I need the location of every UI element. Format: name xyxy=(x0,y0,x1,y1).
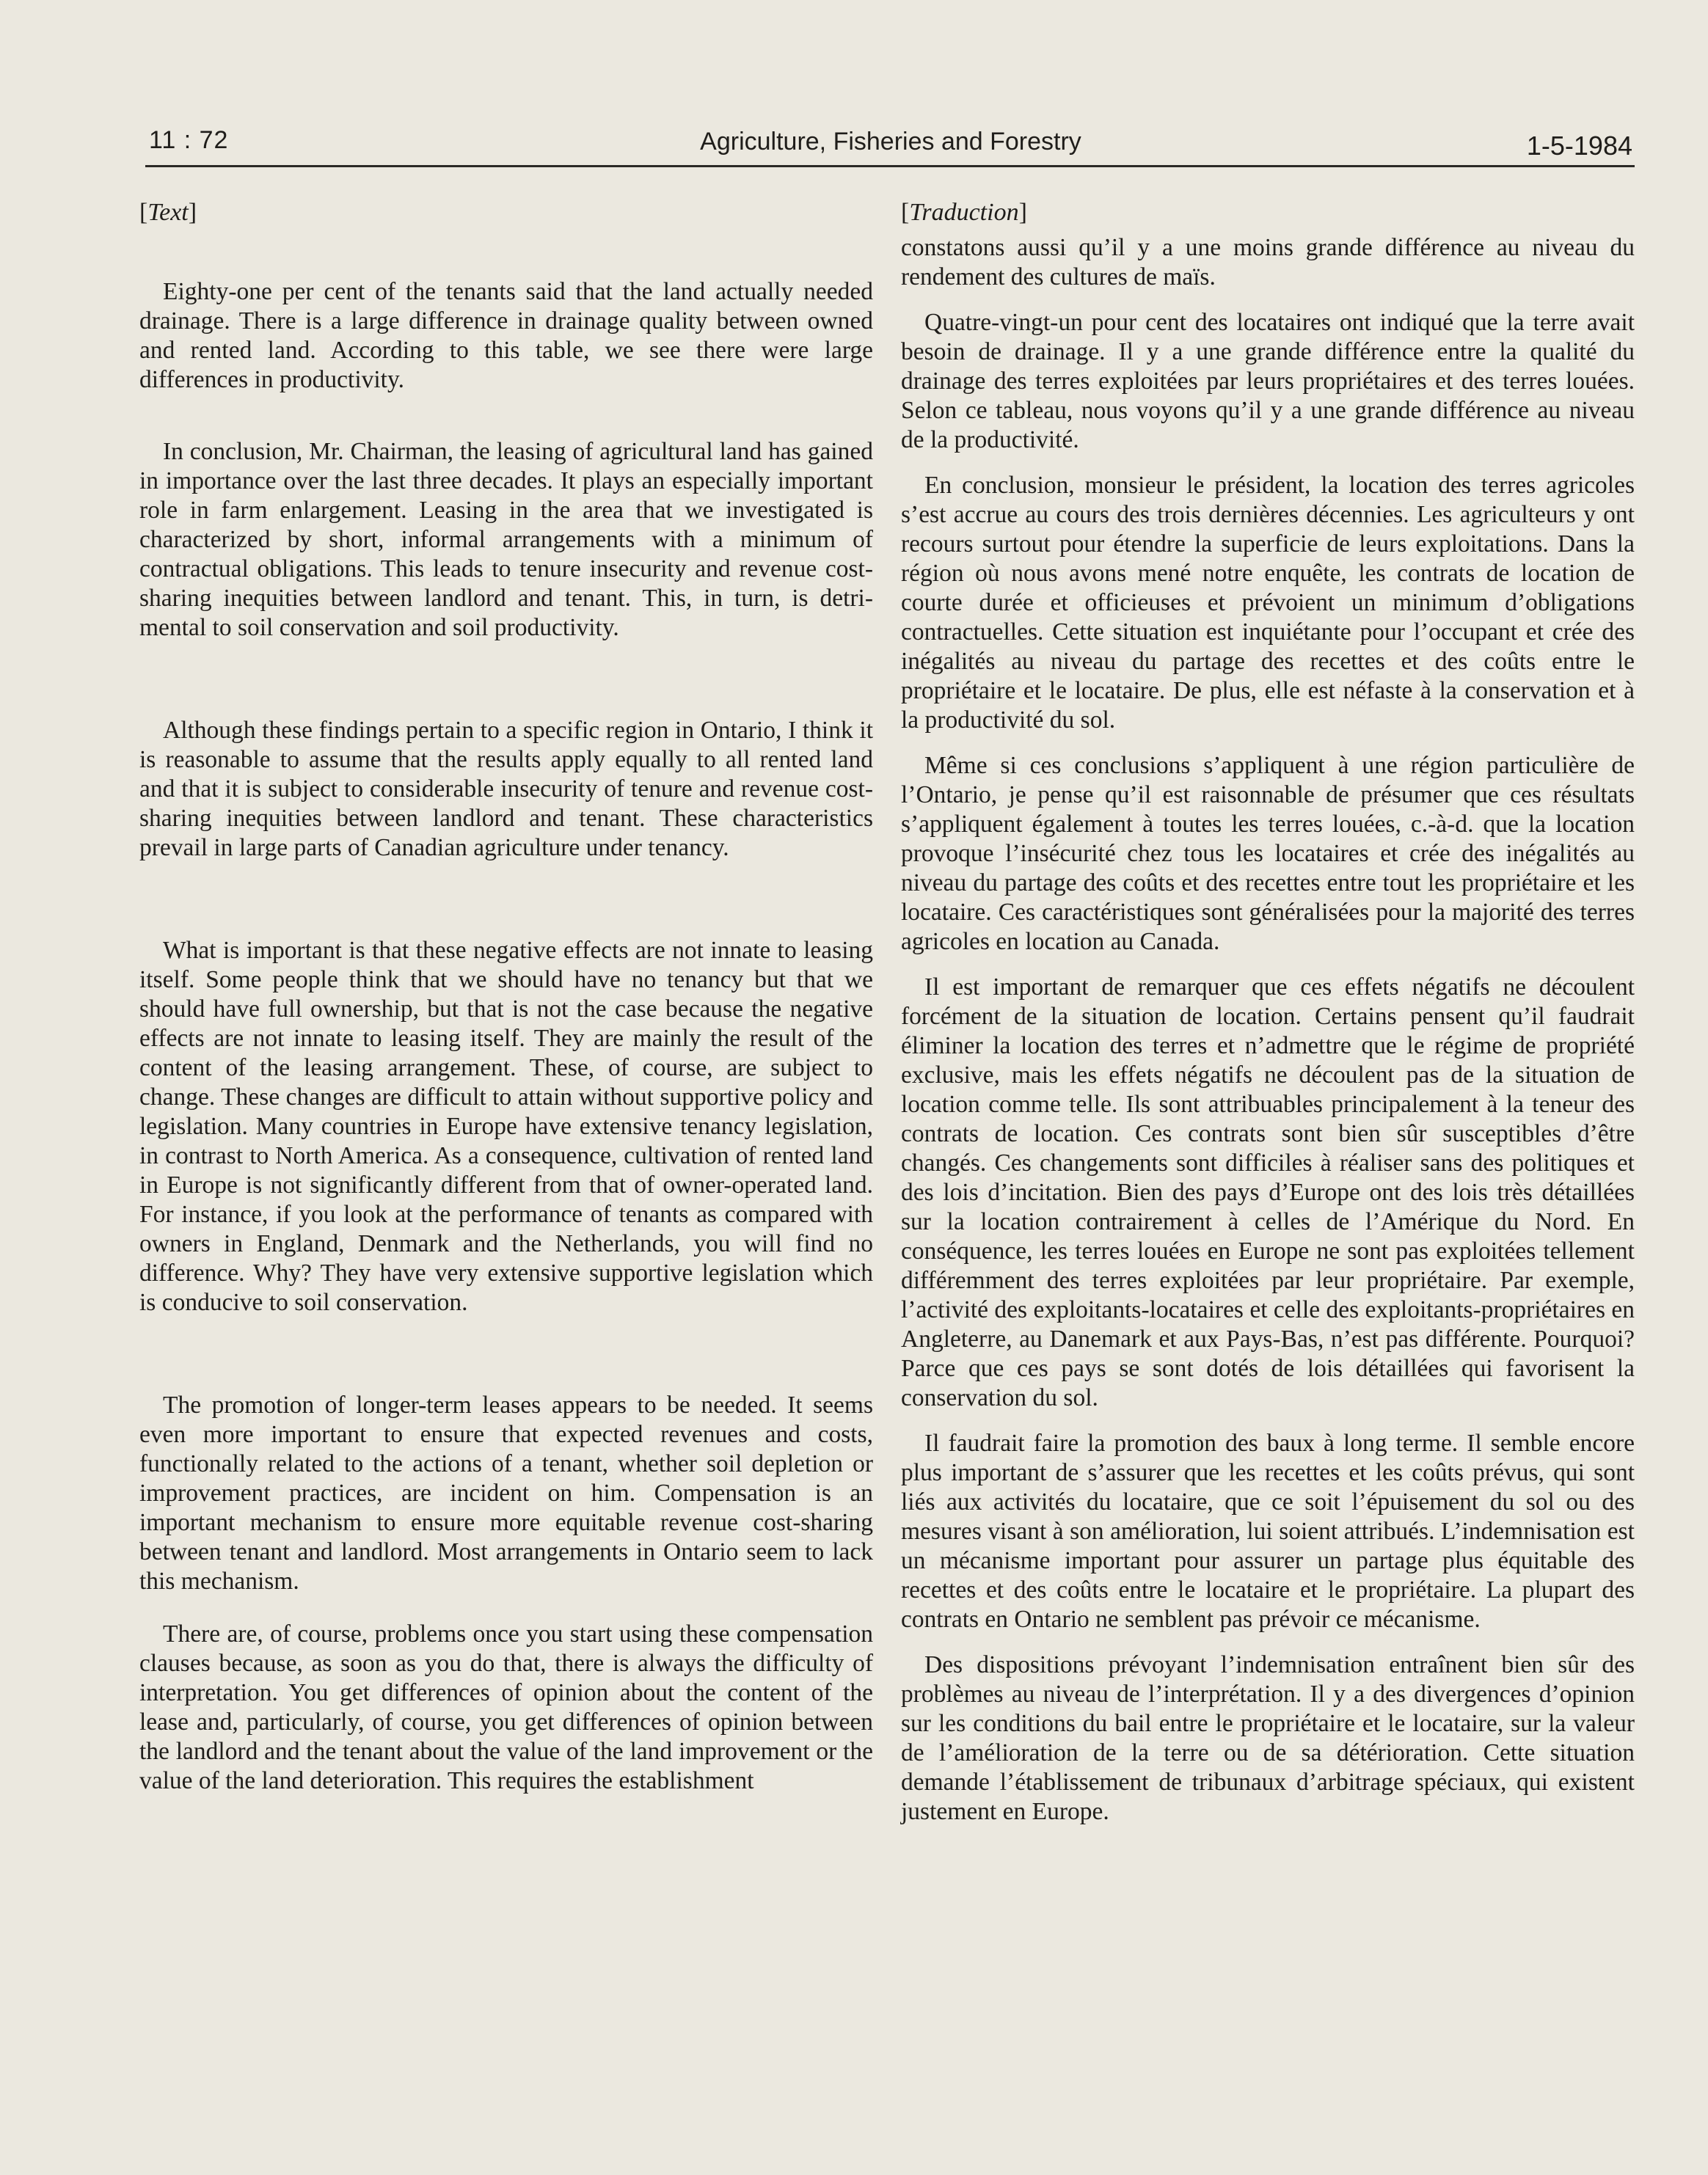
paragraph: There are, of course, problems once you start using these compensation clauses because, as soon as you do that, there is always the difficulty of interpretation. You get differences of opinion about the content of the lease and, particularly, of course, you get differences of opinion between the landlord and the tenant about the value of the land improvement or the value of the land deterioration. This requires the establishment xyxy=(139,1620,873,1794)
page-number: 11 : 72 xyxy=(149,126,229,154)
paragraph: constatons aussi qu’il y a une moins grande différence au niveau du rendement des cultures de maïs. xyxy=(901,234,1635,290)
paragraph: Quatre-vingt-un pour cent des locataires ont indiqué que la terre avait besoin de drainage. Il y a une grande différence entre la qualité du drainage des terres exploitées par leurs propriétaires et des terres louées. Selon ce tableau, nous voyons qu’il y a une grande différence au niveau de la productivité. xyxy=(901,309,1635,453)
label-word: Traduction xyxy=(909,199,1019,226)
paragraph: Eighty-one per cent of the tenants said that the land actually needed drainage. There is a large difference in drainage quality between owned and rented land. According to this table, we see there were large differences in productivity. xyxy=(139,278,873,393)
paragraph: Although these findings pertain to a specific region in Ontario, I think it is reasonable to assume that the results apply equally to all rented land and that it is subject to considerable insecurity of tenure and revenue cost-sharing inequities between landlord and tenant. These characteristics prevail in large parts of Canadian agriculture under tenancy. xyxy=(139,717,873,861)
paragraph: En conclusion, monsieur le président, la location des terres agricoles s’est accrue au cours des trois dernières décennies. Les agriculteurs y ont recours surtout pour étendre la superficie de leurs exploitations. Dans la région où nous avons mené notre enquête, les contrats de location de courte durée et officieuses et prévoient un minimum d’obligations contractuelles. Cette situation est inquiétante pour l’occupant et crée des inégalités au niveau du partage des recettes et des coûts entre le propriétaire et le locataire. De plus, elle est néfaste à la conservation et à la productivité du sol. xyxy=(901,472,1635,734)
paragraph: The promotion of longer-term leases appears to be needed. It seems even more important to ensure that expected revenues and costs, functionally related to the actions of a tenant, whether soil depletion or improvement practices, are incident on him. Compensation is an important mechanism to ensure more equitable revenue cost-sharing between tenant and landlord. Most arrangements in Ontario seem to lack this mechanism. xyxy=(139,1392,873,1595)
english-column xyxy=(139,198,873,1796)
paragraph: What is important is that these negative effects are not innate to leasing itself. Some people think that we should have no tenancy but that we should have full ownership, but that is not the case because the negative effects are not innate to leasing itself. They are mainly the result of the content of the leasing arrangement. These, of course, are subject to change. These changes are difficult to attain without supportive policy and legislation. Many countries in Europe have extensive tenancy legislation, in contrast to North America. As a consequence, cultivation of rented land in Europe is not significantly different from that of owner-operated land. For instance, if you look at the performance of tenants as compared with owners in England, Denmark and the Netherlands, you will find no difference. Why? They have very extensive supportive legislation which is conducive to soil conservation. xyxy=(139,937,873,1316)
session-date: 1-5-1984 xyxy=(1526,131,1632,161)
column-label-text: [Text] xyxy=(139,199,197,226)
paragraph: Il faudrait faire la promotion des baux à long terme. Il semble encore plus important de s’assurer que les recettes et les coûts prévus, qui sont liés aux activités du locataire, que ce soit l’épuisement du sol ou des mesures visant à son amélioration, lui soient attribués. L’indemnisation est un mécanisme important pour assurer un partage plus équitable des recettes et des coûts entre le locataire et le propriétaire. La plupart des contrats en Ontario ne semblent pas prévoir ce mécanisme. xyxy=(901,1430,1635,1633)
paragraph: In conclusion, Mr. Chairman, the leasing of agricultural land has gained in importance over the last three decades. It plays an especially important role in farm enlargement. Leasing in the area that we investigated is characterized by short, informal arrangements with a minimum of contractual obligations. This leads to tenure insecurity and revenue cost-sharing inequities between landlord and tenant. This, in turn, is detrimental to soil conservation and soil productivity. xyxy=(139,438,873,641)
running-header xyxy=(149,123,1632,169)
label-word: Text xyxy=(147,199,189,226)
paragraph: Il est important de remarquer que ces effets négatifs ne découlent forcément de la situation de location. Certains pensent qu’il faudrait éliminer la location des terres et n’admettre que le régime de propriété exclusive, mais les effets négatifs ne découlent pas de la situation de location comme telle. Ils sont attribuables principalement à la teneur des contrats de location. Ces contrats sont bien sûr susceptibles d’être changés. Ces changements sont difficiles à réaliser sans des politiques et des lois d’incitation. Bien des pays d’Europe ont des lois très détaillées sur la location contrairement à celles de l’Amérique du Nord. En conséquence, les terres louées en Europe ne sont pas exploitées tellement différemment des terres exploitées par leur propriétaire. Par exemple, l’activité des exploitants-locataires et celle des exploitants-propriétaires en Angleterre, au Danemark et aux Pays-Bas, n’est pas différente. Pourquoi? Parce que ces pays se sont dotés de lois détaillées qui favorisent la conservation du sol. xyxy=(901,973,1635,1411)
paragraph: Des dispositions prévoyant l’indemnisation entraînent bien sûr des problèmes au niveau de l’interprétation. Il y a des divergences d’opinion sur les conditions du bail entre le propriétaire et le locataire, sur la valeur de l’amélioration de la terre ou de sa détérioration. Cette situation demande l’établissement de tribunaux d’arbitrage spéciaux, qui existent justement en Europe. xyxy=(901,1651,1635,1825)
header-rule xyxy=(145,165,1635,167)
paragraph: Même si ces conclusions s’appliquent à une région particulière de l’Ontario, je pense qu’il est raisonnable de présumer que ces résultats s’appliquent également à toutes les terres louées, c.-à-d. que la location provoque l’insécurité chez tous les locataires et crée des inégalités au niveau du partage des coûts et des recettes entre tout les propriétaire et les locataire. Ces caractéristiques sont généralisées pour la majorité des terres agricoles en location au Canada. xyxy=(901,752,1635,955)
column-label-traduction: [Traduction] xyxy=(901,199,1027,226)
french-column xyxy=(901,198,1635,1827)
publication-title: Agriculture, Fisheries and Forestry xyxy=(700,128,1081,156)
